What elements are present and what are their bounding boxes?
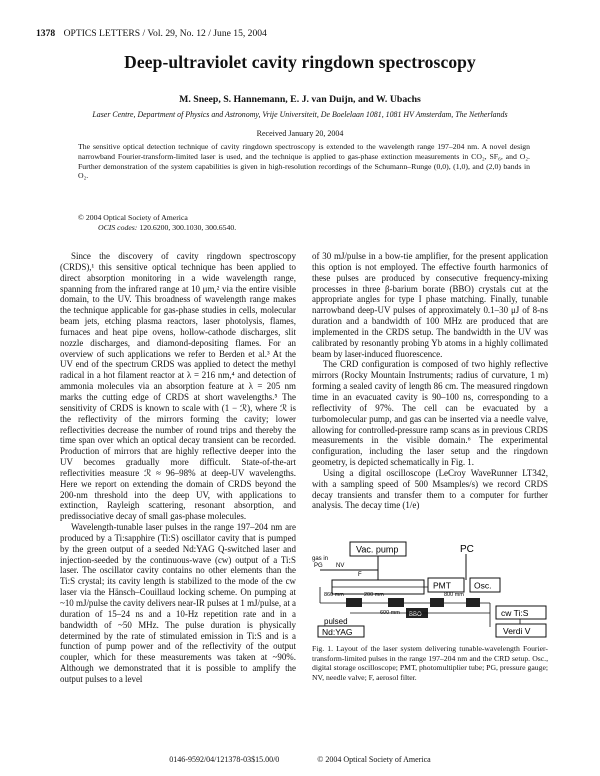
abstract-text: The sensitive optical detection technique of cavity ringdown spectroscopy is extended to the wavelength range 197–204 nm. A novel design narrowband Fourier-transform-limited laser is used, and the technique is applied to gas-phase extinction measurements in CO₂, SF₆, and O₂. Further demonstration of the system capabilities is given in high-resolution recordings of the Schumann–Runge (0,0), (1,0), and (2,0) bands in O₂. [78, 142, 530, 181]
article-title: Deep-ultraviolet cavity ringdown spectroscopy [124, 52, 476, 72]
footer-copyright: © 2004 Optical Society of America [317, 755, 431, 764]
distance-label: 800 mm [444, 592, 464, 598]
article-code: 0146-9592/04/121378-03$15.00/0 [169, 755, 280, 764]
ndyag-label: Nd:YAG [322, 627, 353, 637]
journal-citation: OPTICS LETTERS / Vol. 29, No. 12 / June 15, 2004 [63, 28, 267, 39]
figure-1-schematic [310, 540, 550, 638]
verdi-label: Verdi V [503, 626, 531, 636]
author-list: M. Sneep, S. Hannemann, E. J. van Duijn, and W. Ubachs [179, 94, 421, 105]
left-column [60, 251, 296, 685]
pulsed-label: pulsed [324, 617, 348, 626]
ocis-codes [98, 223, 236, 232]
abstract-copyright: © 2004 Optical Society of America [78, 213, 188, 222]
affiliation: Laser Centre, Department of Physics and Astronomy, Vrije Universiteit, De Boelelaan 1081, 1081 HV Amsterdam, The Netherlands [92, 110, 508, 119]
filter-label: F [358, 572, 362, 578]
distance-label: 600 mm [380, 610, 400, 616]
abstract [78, 142, 530, 181]
ocis-label: OCIS codes: [98, 223, 138, 232]
osc-label: Osc. [474, 580, 492, 591]
crystal-block [430, 598, 444, 607]
distance-label: 860 mm [324, 592, 344, 598]
vac-pump-label: Vac. pump [356, 544, 399, 555]
figure-caption: Fig. 1. Layout of the laser system delivering tunable-wavelength Fourier-transform-limited pulses in the range 197–204 nm and the CRD setup. Osc., digital storage oscilloscope; PMT, photomultiplier tube; PG, pressure gauge; NV, needle valve; F, aerosol filter. [312, 644, 548, 683]
received-date: Received January 20, 2004 [256, 129, 344, 138]
paragraph: Using a digital oscilloscope (LeCroy WaveRunner LT342, with a sampling speed of 500 Msamples/s) we record CRDS decay transients and transfer them to a computer for further analysis. The decay time (1/e) [312, 467, 548, 511]
page-footer [0, 755, 600, 764]
nv-label: NV [336, 563, 345, 569]
distance-label: 200 mm [364, 592, 384, 598]
bbo-label: BBO [409, 612, 422, 618]
paragraph: Since the discovery of cavity ringdown spectroscopy (CRDS),¹ this sensitive optical technique has been applied to direct absorption monitoring in a wide wavelength range, spanning from the infrared range at 10 μm,² via the entire visible domain, to the UV. This broadness of wavelength range makes the technique applicable for gas-phase studies in cells, molecular beam jets, etching plasma reactors, laser photolysis, flames, furnaces and heat pipe ovens, hollow-cathode discharges, slit nozzle discharges, and diamond-depositing flames. For an overview of such applications we refer to Berden et al.³ At the UV end of the spectrum CRDS was applied to detect the methyl radical in a hot filament reactor at λ = 216 nm,⁴ and detection of ammonia molecules via an absorption feature at λ = 205 nm marks the cutting edge of CRDS at short wavelengths.⁵ The sensitivity of CRDS is known to scale with (1 − ℛ), where ℛ is the reflectivity of the mirrors forming the cavity; lower reflectivities decrease the number of round trips and thereby the time span over which an optical decay transient can be recorded. Production of mirrors that are highly reflective deeper into the UV becomes gradually more difficult. State-of-the-art reflectivities measure ℛ ≈ 96–98% at deep-UV wavelengths. Here we report on extending the domain of CRDS beyond the 200-nm threshold into the deep UV, with applications to extinction, Rayleigh scattering, resonant absorption, and predissociative decay of small gas-phase molecules. [60, 251, 296, 522]
ocis-values: 120.6200, 300.1030, 300.6540. [139, 223, 237, 232]
page-number: 1378 [36, 28, 56, 39]
crystal-block [346, 598, 362, 607]
cw-tis-label: cw Ti:S [501, 608, 529, 618]
running-header [36, 28, 267, 39]
pc-label: PC [460, 544, 474, 555]
crystal-block [466, 598, 480, 607]
paragraph: Wavelength-tunable laser pulses in the range 197–204 nm are produced by a Ti:sapphire (Ti:S) oscillator cavity that is pumped by the green output of a seeded Nd:YAG Q-switched laser and injection-seeded by the continuous-wave (cw) output of a Ti:S laser. The oscillator cavity contains no other elements than the Ti:S crystal; its cavity length is stabilized to the mode of the cw laser via the Hänsch–Couillaud locking scheme. On pumping at ~10 mJ/pulse the cavity delivers near-IR pulses at 1 mJ/pulse, at a duration of 15–24 ns and a 10-Hz repetition rate and in a bandwidth of ~50 MHz. The pulse duration is physically determined by the rate of stimulated emission in Ti:S and is a function of pump power and of the reflectivity of the output coupler, which for these measurements was taken at ~90%. Although we demonstrated that it is possible to amplify the output pulses to a level [60, 522, 296, 684]
pg-label: PG [314, 563, 323, 569]
gas-in-label: gas in [312, 556, 329, 562]
pmt-label: PMT [433, 580, 451, 591]
setup-diagram [310, 540, 550, 638]
paragraph: of 30 mJ/pulse in a bow-tie amplifier, for the present application this option is not employed. The effective fourth harmonics of these pulses are produced by consecutive frequency-mixing processes in three β-barium borate (BBO) crystals cut at the appropriate angles for type I phase matching. Finally, tunable narrowband deep-UV pulses of approximately 0.1–30 μJ of 8-ns duration and a bandwidth of 100 MHz are produced that are implemented in the CRDS setup. The bandwidth in the UV was calibrated by resonantly probing Yb atoms in a highly collimated beam by laser-induced fluorescence. [312, 251, 548, 359]
crystal-block [388, 598, 404, 607]
right-column [312, 251, 548, 511]
paragraph: The CRD configuration is composed of two highly reflective mirrors (Rocky Mountain Instruments; radius of curvature, 1 m) forming a sealed cavity of length 86 cm. The measured ringdown time in an evacuated cavity is 90–100 ns, corresponding to a reflectivity of 97%. The cell can be evacuated by a turbomolecular pump, and gas can be inserted via a needle valve, allowing for controlled-pressure ramp scans as in previous CRDS measurements in the visible domain.⁶ The experimental configuration, including the laser setup and the ringdown geometry, is depicted schematically in Fig. 1. [312, 359, 548, 468]
